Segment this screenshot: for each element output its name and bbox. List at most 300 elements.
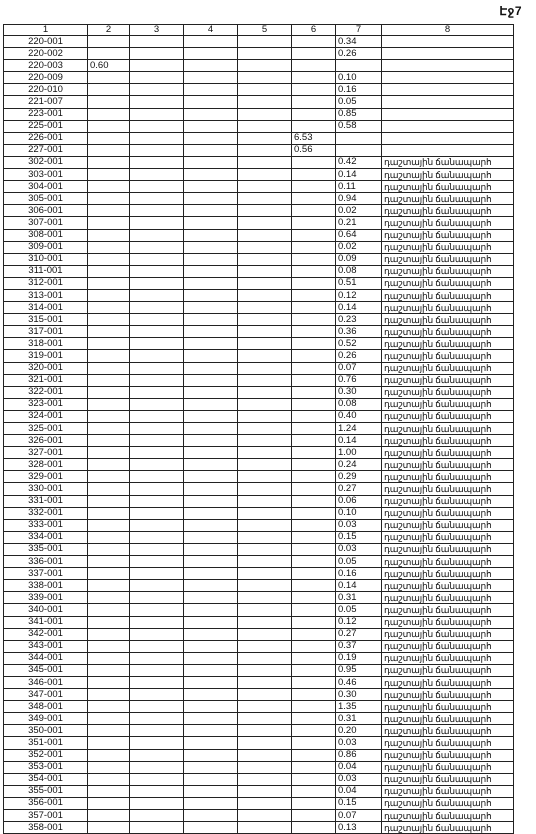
- value-cell: [292, 253, 336, 265]
- land-type-cell: դաշտային ճանապարհ: [382, 725, 514, 737]
- value-cell: 0.12: [336, 289, 382, 301]
- value-cell: [238, 265, 292, 277]
- land-type-cell: դաշտային ճանապարհ: [382, 628, 514, 640]
- land-type-cell: դաշտային ճանապարհ: [382, 580, 514, 592]
- value-cell: [238, 447, 292, 459]
- value-cell: [184, 435, 238, 447]
- value-cell: [238, 761, 292, 773]
- value-cell: [184, 471, 238, 483]
- value-cell: [238, 785, 292, 797]
- land-type-cell: դաշտային ճանապարհ: [382, 531, 514, 543]
- value-cell: [130, 664, 184, 676]
- value-cell: [130, 519, 184, 531]
- table-row: [4, 568, 514, 580]
- value-cell: [238, 640, 292, 652]
- land-type-cell: [382, 36, 514, 48]
- value-cell: [130, 169, 184, 181]
- value-cell: 0.30: [336, 689, 382, 701]
- value-cell: 0.26: [336, 48, 382, 60]
- land-type-cell: [382, 144, 514, 156]
- land-type-cell: դաշտային ճանապարհ: [382, 302, 514, 314]
- table-row: [4, 737, 514, 749]
- land-type-cell: դաշտային ճանապարհ: [382, 338, 514, 350]
- header-row: [4, 25, 514, 36]
- value-cell: [88, 205, 130, 217]
- value-cell: [336, 144, 382, 156]
- value-cell: [130, 495, 184, 507]
- value-cell: [292, 725, 336, 737]
- value-cell: 0.07: [336, 362, 382, 374]
- value-cell: [130, 108, 184, 120]
- value-cell: 0.31: [336, 592, 382, 604]
- value-cell: [88, 193, 130, 205]
- table-row: [4, 84, 514, 96]
- value-cell: [88, 713, 130, 725]
- value-cell: [88, 265, 130, 277]
- table-row: [4, 701, 514, 713]
- value-cell: [292, 519, 336, 531]
- land-type-cell: [382, 48, 514, 60]
- table-row: [4, 265, 514, 277]
- table-row: [4, 362, 514, 374]
- value-cell: 0.02: [336, 241, 382, 253]
- table-row: [4, 507, 514, 519]
- value-cell: [130, 156, 184, 168]
- value-cell: [184, 60, 238, 72]
- value-cell: 0.14: [336, 169, 382, 181]
- value-cell: [238, 205, 292, 217]
- value-cell: [130, 229, 184, 241]
- value-cell: [130, 616, 184, 628]
- land-type-cell: դաշտային ճանապարհ: [382, 604, 514, 616]
- parcel-code-cell: 317-001: [4, 326, 88, 338]
- value-cell: [292, 326, 336, 338]
- table-row: [4, 689, 514, 701]
- land-type-cell: դաշտային ճանապարհ: [382, 410, 514, 422]
- value-cell: [238, 302, 292, 314]
- value-cell: [336, 132, 382, 144]
- column-header-1: 1: [4, 25, 88, 36]
- value-cell: 0.08: [336, 398, 382, 410]
- value-cell: [238, 471, 292, 483]
- value-cell: [88, 604, 130, 616]
- table-row: [4, 277, 514, 289]
- value-cell: [184, 701, 238, 713]
- value-cell: [238, 84, 292, 96]
- value-cell: [292, 241, 336, 253]
- table-row: [4, 459, 514, 471]
- land-type-cell: [382, 84, 514, 96]
- value-cell: 0.02: [336, 205, 382, 217]
- value-cell: [292, 773, 336, 785]
- land-type-cell: դաշտային ճանապարհ: [382, 822, 514, 834]
- land-type-cell: դաշտային ճանապարհ: [382, 737, 514, 749]
- value-cell: [184, 531, 238, 543]
- table-row: [4, 410, 514, 422]
- value-cell: [184, 302, 238, 314]
- value-cell: [238, 108, 292, 120]
- value-cell: [88, 84, 130, 96]
- value-cell: [184, 374, 238, 386]
- parcel-code-cell: 311-001: [4, 265, 88, 277]
- value-cell: [184, 386, 238, 398]
- value-cell: [184, 410, 238, 422]
- value-cell: [88, 773, 130, 785]
- parcel-code-cell: 357-001: [4, 810, 88, 822]
- value-cell: [184, 725, 238, 737]
- value-cell: [88, 48, 130, 60]
- value-cell: [292, 302, 336, 314]
- value-cell: 0.27: [336, 483, 382, 495]
- value-cell: [238, 96, 292, 108]
- parcel-code-cell: 306-001: [4, 205, 88, 217]
- land-type-cell: դաշտային ճանապարհ: [382, 592, 514, 604]
- value-cell: [292, 810, 336, 822]
- value-cell: [130, 181, 184, 193]
- value-cell: [238, 338, 292, 350]
- value-cell: [88, 471, 130, 483]
- value-cell: [88, 531, 130, 543]
- value-cell: [130, 302, 184, 314]
- value-cell: 0.60: [88, 60, 130, 72]
- value-cell: [184, 253, 238, 265]
- land-type-cell: դաշտային ճանապարհ: [382, 616, 514, 628]
- value-cell: [238, 459, 292, 471]
- value-cell: [184, 217, 238, 229]
- value-cell: [238, 568, 292, 580]
- value-cell: [184, 241, 238, 253]
- value-cell: [184, 519, 238, 531]
- value-cell: 0.14: [336, 302, 382, 314]
- table-row: [4, 447, 514, 459]
- value-cell: [130, 737, 184, 749]
- value-cell: [238, 664, 292, 676]
- value-cell: [88, 652, 130, 664]
- value-cell: [88, 495, 130, 507]
- table-row: [4, 543, 514, 555]
- parcel-code-cell: 315-001: [4, 314, 88, 326]
- value-cell: [238, 277, 292, 289]
- value-cell: [130, 773, 184, 785]
- value-cell: [130, 604, 184, 616]
- value-cell: [88, 556, 130, 568]
- table-row: [4, 773, 514, 785]
- table-row: [4, 241, 514, 253]
- parcel-code-cell: 328-001: [4, 459, 88, 471]
- parcel-code-cell: 352-001: [4, 749, 88, 761]
- value-cell: [292, 362, 336, 374]
- value-cell: 0.29: [336, 471, 382, 483]
- parcel-code-cell: 304-001: [4, 181, 88, 193]
- value-cell: [88, 459, 130, 471]
- value-cell: 0.56: [292, 144, 336, 156]
- value-cell: [184, 338, 238, 350]
- value-cell: [292, 84, 336, 96]
- value-cell: [184, 495, 238, 507]
- page-number: Էջ7: [499, 4, 522, 18]
- land-type-cell: [382, 60, 514, 72]
- value-cell: [238, 725, 292, 737]
- value-cell: 0.04: [336, 761, 382, 773]
- table-row: [4, 302, 514, 314]
- value-cell: [130, 713, 184, 725]
- value-cell: [130, 785, 184, 797]
- land-type-cell: դաշտային ճանապարհ: [382, 229, 514, 241]
- value-cell: [130, 386, 184, 398]
- value-cell: [88, 169, 130, 181]
- land-type-cell: [382, 72, 514, 84]
- value-cell: [130, 810, 184, 822]
- parcel-code-cell: 349-001: [4, 713, 88, 725]
- value-cell: [130, 362, 184, 374]
- table-row: [4, 797, 514, 809]
- value-cell: [130, 652, 184, 664]
- parcel-code-cell: 318-001: [4, 338, 88, 350]
- parcel-code-cell: 354-001: [4, 773, 88, 785]
- value-cell: [184, 447, 238, 459]
- value-cell: [130, 84, 184, 96]
- land-type-cell: դաշտային ճանապարհ: [382, 664, 514, 676]
- table-row: [4, 169, 514, 181]
- value-cell: [130, 253, 184, 265]
- value-cell: [238, 181, 292, 193]
- value-cell: [292, 229, 336, 241]
- table-row: [4, 483, 514, 495]
- value-cell: [292, 410, 336, 422]
- value-cell: [238, 822, 292, 834]
- value-cell: 1.24: [336, 423, 382, 435]
- value-cell: [88, 302, 130, 314]
- value-cell: [130, 640, 184, 652]
- table-row: [4, 713, 514, 725]
- land-type-cell: դաշտային ճանապարհ: [382, 773, 514, 785]
- value-cell: [88, 229, 130, 241]
- value-cell: [88, 822, 130, 834]
- value-cell: [292, 36, 336, 48]
- parcel-code-cell: 358-001: [4, 822, 88, 834]
- value-cell: [88, 217, 130, 229]
- value-cell: 0.36: [336, 326, 382, 338]
- value-cell: 0.34: [336, 36, 382, 48]
- parcel-code-cell: 223-001: [4, 108, 88, 120]
- value-cell: [184, 398, 238, 410]
- parcel-code-cell: 333-001: [4, 519, 88, 531]
- land-type-cell: դաշտային ճանապարհ: [382, 797, 514, 809]
- value-cell: [292, 652, 336, 664]
- value-cell: [238, 229, 292, 241]
- value-cell: [184, 761, 238, 773]
- value-cell: [292, 507, 336, 519]
- value-cell: [292, 785, 336, 797]
- value-cell: [130, 398, 184, 410]
- value-cell: [292, 737, 336, 749]
- value-cell: [130, 580, 184, 592]
- table-row: [4, 350, 514, 362]
- value-cell: [292, 265, 336, 277]
- value-cell: [184, 592, 238, 604]
- value-cell: [130, 217, 184, 229]
- value-cell: [238, 676, 292, 688]
- column-header-8: 8: [382, 25, 514, 36]
- value-cell: 0.15: [336, 797, 382, 809]
- value-cell: 0.05: [336, 604, 382, 616]
- value-cell: [238, 314, 292, 326]
- value-cell: [88, 144, 130, 156]
- table-row: [4, 822, 514, 834]
- land-type-cell: դաշտային ճանապարհ: [382, 265, 514, 277]
- value-cell: [130, 676, 184, 688]
- land-type-cell: դաշտային ճանապարհ: [382, 181, 514, 193]
- table-row: [4, 253, 514, 265]
- value-cell: [88, 676, 130, 688]
- value-cell: [292, 664, 336, 676]
- value-cell: [130, 689, 184, 701]
- value-cell: 0.23: [336, 314, 382, 326]
- table-row: [4, 761, 514, 773]
- value-cell: [88, 507, 130, 519]
- value-cell: [238, 749, 292, 761]
- value-cell: [292, 72, 336, 84]
- value-cell: [130, 374, 184, 386]
- land-type-cell: դաշտային ճանապարհ: [382, 471, 514, 483]
- value-cell: 0.03: [336, 519, 382, 531]
- table-row: [4, 640, 514, 652]
- parcel-code-cell: 346-001: [4, 676, 88, 688]
- value-cell: [238, 435, 292, 447]
- value-cell: [184, 507, 238, 519]
- parcel-code-cell: 351-001: [4, 737, 88, 749]
- value-cell: [292, 531, 336, 543]
- land-type-cell: դաշտային ճանապարհ: [382, 701, 514, 713]
- column-header-2: 2: [88, 25, 130, 36]
- value-cell: [130, 48, 184, 60]
- value-cell: [184, 640, 238, 652]
- value-cell: [292, 543, 336, 555]
- value-cell: [292, 217, 336, 229]
- table-row: [4, 556, 514, 568]
- value-cell: [292, 169, 336, 181]
- value-cell: 0.05: [336, 556, 382, 568]
- value-cell: [238, 519, 292, 531]
- value-cell: [184, 362, 238, 374]
- value-cell: 0.51: [336, 277, 382, 289]
- table-row: [4, 531, 514, 543]
- value-cell: 0.40: [336, 410, 382, 422]
- value-cell: [292, 60, 336, 72]
- value-cell: [292, 640, 336, 652]
- value-cell: [238, 289, 292, 301]
- table-row: [4, 144, 514, 156]
- value-cell: [184, 314, 238, 326]
- table-row: [4, 48, 514, 60]
- value-cell: [88, 664, 130, 676]
- column-header-5: 5: [238, 25, 292, 36]
- land-type-cell: դաշտային ճանապարհ: [382, 241, 514, 253]
- value-cell: [88, 386, 130, 398]
- value-cell: [184, 797, 238, 809]
- value-cell: [238, 241, 292, 253]
- table-row: [4, 217, 514, 229]
- value-cell: [292, 350, 336, 362]
- value-cell: [238, 495, 292, 507]
- parcel-code-cell: 312-001: [4, 277, 88, 289]
- land-type-cell: [382, 132, 514, 144]
- land-type-cell: դաշտային ճանապարհ: [382, 543, 514, 555]
- table-row: [4, 749, 514, 761]
- value-cell: [292, 338, 336, 350]
- value-cell: [184, 737, 238, 749]
- parcel-code-cell: 220-002: [4, 48, 88, 60]
- table-row: [4, 229, 514, 241]
- value-cell: [238, 217, 292, 229]
- land-type-cell: դաշտային ճանապարհ: [382, 374, 514, 386]
- parcel-code-cell: 329-001: [4, 471, 88, 483]
- value-cell: [130, 568, 184, 580]
- table-row: [4, 60, 514, 72]
- value-cell: [130, 205, 184, 217]
- value-cell: 0.10: [336, 72, 382, 84]
- value-cell: [88, 156, 130, 168]
- value-cell: [292, 205, 336, 217]
- value-cell: [130, 471, 184, 483]
- parcel-code-cell: 321-001: [4, 374, 88, 386]
- table-row: [4, 810, 514, 822]
- value-cell: [130, 144, 184, 156]
- parcel-code-cell: 341-001: [4, 616, 88, 628]
- value-cell: [88, 423, 130, 435]
- value-cell: [184, 277, 238, 289]
- table-row: [4, 592, 514, 604]
- value-cell: [292, 277, 336, 289]
- value-cell: [88, 289, 130, 301]
- value-cell: [130, 350, 184, 362]
- value-cell: [88, 701, 130, 713]
- parcel-code-cell: 320-001: [4, 362, 88, 374]
- value-cell: [88, 108, 130, 120]
- parcel-code-cell: 227-001: [4, 144, 88, 156]
- value-cell: [88, 435, 130, 447]
- value-cell: [88, 362, 130, 374]
- land-type-cell: դաշտային ճանապարհ: [382, 386, 514, 398]
- value-cell: [292, 592, 336, 604]
- value-cell: [184, 205, 238, 217]
- value-cell: 0.30: [336, 386, 382, 398]
- value-cell: [292, 471, 336, 483]
- land-type-cell: դաշտային ճանապարհ: [382, 193, 514, 205]
- value-cell: [184, 785, 238, 797]
- value-cell: [238, 531, 292, 543]
- value-cell: [292, 761, 336, 773]
- value-cell: 0.42: [336, 156, 382, 168]
- value-cell: [238, 374, 292, 386]
- value-cell: 0.12: [336, 616, 382, 628]
- value-cell: [184, 169, 238, 181]
- parcel-code-cell: 332-001: [4, 507, 88, 519]
- land-type-cell: դաշտային ճանապարհ: [382, 459, 514, 471]
- value-cell: 0.05: [336, 96, 382, 108]
- value-cell: 0.94: [336, 193, 382, 205]
- parcel-code-cell: 350-001: [4, 725, 88, 737]
- value-cell: [130, 761, 184, 773]
- value-cell: [88, 483, 130, 495]
- value-cell: [88, 810, 130, 822]
- value-cell: [184, 604, 238, 616]
- value-cell: [184, 84, 238, 96]
- land-type-cell: [382, 96, 514, 108]
- value-cell: [130, 423, 184, 435]
- value-cell: 0.46: [336, 676, 382, 688]
- value-cell: [130, 265, 184, 277]
